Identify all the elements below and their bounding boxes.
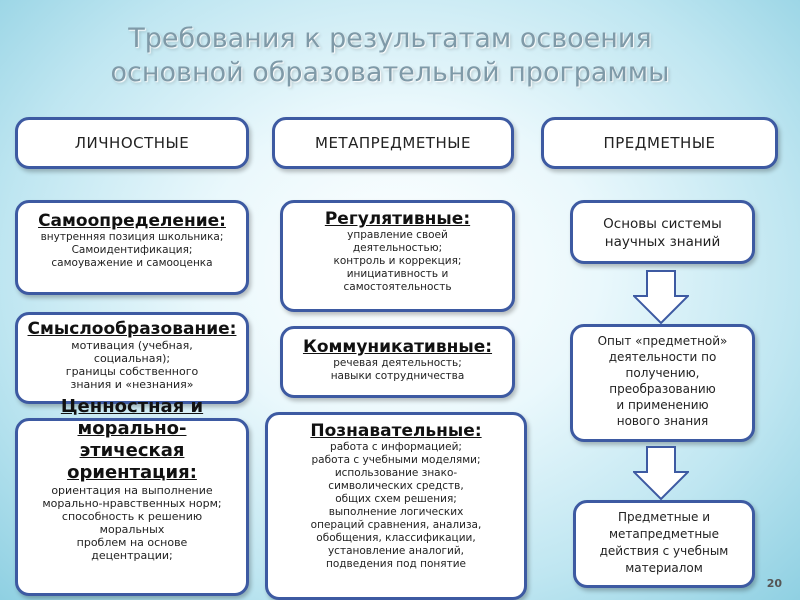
arrow-down-1 — [633, 270, 689, 324]
box-heading: Самоопределение: — [38, 211, 226, 231]
box-line: действия с учебным — [599, 544, 729, 558]
box-line: получению, — [625, 366, 700, 380]
box-line: установление аналогий, — [327, 545, 465, 557]
box-line: инициативность и — [346, 268, 449, 280]
box-line: границы собственного — [65, 365, 199, 378]
box-line: деятельности по — [608, 350, 717, 364]
box-heading: ориентация: — [67, 462, 197, 483]
personal-self-determination-box — [15, 200, 249, 295]
box-line: и применению — [616, 398, 709, 412]
box-line: морально-нравственных норм; — [42, 497, 222, 510]
personal-meaning-formation-box — [15, 312, 249, 404]
column-header-label: МЕТАПРЕДМЕТНЫЕ — [315, 134, 471, 152]
box-line: внутренняя позиция школьника; — [40, 231, 224, 243]
meta-communicative-box — [280, 326, 515, 398]
arrow-down-2 — [633, 446, 689, 500]
box-line: материалом — [625, 561, 703, 575]
box-line: мотивация (учебная, — [71, 339, 193, 352]
box-heading: Ценностная и — [60, 396, 204, 417]
subject-knowledge-base-box — [570, 200, 755, 264]
subject-experience-box — [570, 324, 755, 442]
box-line: самоуважение и самооценка — [51, 257, 213, 269]
box-heading: Познавательные: — [310, 421, 482, 441]
box-line: способность к решению — [61, 510, 203, 523]
box-line: управление своей — [347, 229, 448, 241]
title-line-1: Требования к результатам освоения — [128, 23, 652, 54]
box-line: обобщения, классификации, — [316, 532, 476, 544]
box-line: использование знако- — [334, 467, 458, 479]
box-heading: Смыслообразование: — [27, 319, 237, 339]
column-header-label: ЛИЧНОСТНЫЕ — [74, 134, 190, 152]
column-header-label: ПРЕДМЕТНЫЕ — [603, 134, 716, 152]
box-heading: Коммуникативные: — [302, 337, 493, 357]
box-heading: Регулятивные: — [324, 209, 471, 229]
box-line: Предметные и — [617, 510, 711, 524]
column-header-personal — [15, 117, 249, 169]
page-title — [60, 22, 720, 90]
meta-regulatory-box — [280, 200, 515, 312]
box-heading: этическая — [79, 440, 185, 461]
box-line: моральных — [99, 523, 165, 536]
box-line: работа с информацией; — [330, 441, 462, 453]
meta-cognitive-box — [265, 412, 527, 600]
title-line-2: основной образовательной программы — [110, 57, 670, 88]
box-line: нового знания — [616, 414, 709, 428]
box-line: метапредметные — [608, 527, 720, 541]
box-line: научных знаний — [604, 234, 721, 250]
box-line: операций сравнения, анализа, — [310, 519, 482, 531]
box-line: символических средств, — [328, 480, 464, 492]
box-line: Основы системы — [603, 216, 722, 232]
box-line: выполнение логических — [328, 506, 464, 518]
box-line: преобразованию — [609, 382, 716, 396]
box-line: навыки сотрудничества — [330, 370, 465, 382]
personal-value-orientation-content — [15, 396, 249, 562]
box-line: подведения под понятие — [325, 558, 467, 570]
box-line: самостоятельность — [343, 281, 452, 293]
box-line: Самоидентификация; — [71, 244, 193, 256]
box-line: деятельностью; — [352, 242, 443, 254]
subject-actions-box — [573, 500, 755, 588]
box-line: Опыт «предметной» — [597, 334, 728, 348]
box-line: контроль и коррекция; — [333, 255, 462, 267]
box-line: работа с учебными моделями; — [311, 454, 481, 466]
box-line: знания и «незнания» — [70, 378, 194, 391]
box-line: ориентация на выполнение — [51, 484, 213, 497]
box-line: проблем на основе — [76, 536, 188, 549]
box-line: социальная); — [93, 352, 171, 365]
column-header-subject — [541, 117, 778, 169]
box-line: речевая деятельность; — [333, 357, 462, 369]
box-heading: морально- — [77, 418, 187, 439]
page-number: 20 — [766, 577, 782, 590]
column-header-meta — [272, 117, 514, 169]
box-line: децентрации; — [91, 549, 173, 562]
box-line: общих схем решения; — [335, 493, 457, 505]
